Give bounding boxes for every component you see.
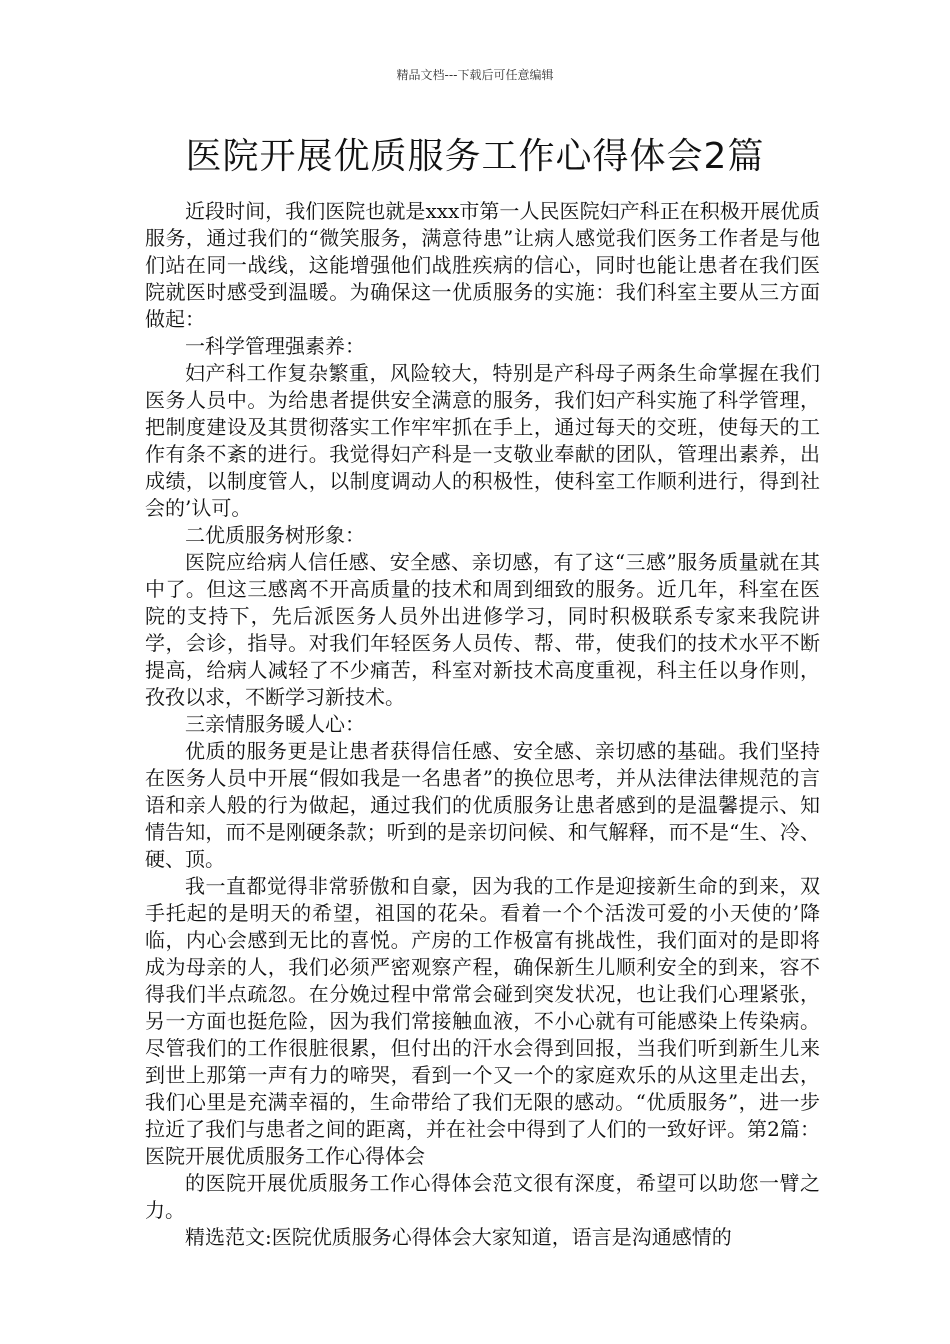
section-heading-3: 三亲情服务暖人心：: [185, 712, 365, 736]
paragraph-part2-intro: 的医院开展优质服务工作心得体会范文很有深度，希望可以助您一臂之力。: [145, 1171, 820, 1222]
paragraph-selected-sample: 精选范文:医院优质服务心得体会大家知道，语言是沟通感情的: [185, 1225, 732, 1249]
paragraph-reflection: 我一直都觉得非常骄傲和自豪，因为我的工作是迎接新生命的到来，双手托起的是明天的希望，祖国的花朵。看着一个个活泼可爱的小天使的’降临，内心会感到无比的喜悦。产房的工作极富有挑战性，我们面对的是即将成为母亲的人，我们必须严密观察产程，确保新生儿顺利安全的到来，容不得我们半点疏忽。在分娩过程中常常会碰到突发状况，也让我们心理紧张，另一方面也挺危险，因为我们常接触血液，不小心就有可能感染上传染病。尽管我们的工作很脏很累，但付出的汗水会得到回报，当我们听到新生儿来到世上那第一声有力的啼哭，看到一个又一个的家庭欢乐的从这里走出去，我们心里是充满幸福的，生命带给了我们无限的感动。“优质服务”，进一步拉近了我们与患者之间的距离，并在社会中得到了人们的一致好评。第2篇：医院开展优质服务工作心得体会: [145, 874, 820, 1168]
paragraph-section-2: 医院应给病人信任感、安全感、亲切感，有了这“三感”服务质量就在其中了。但这三感离不开高质量的技术和周到细致的服务。近几年，科室在医院的支持下，先后派医务人员外出进修学习，同时积极联系专家来我院讲学，会诊，指导。对我们年轻医务人员传、帮、带，使我们的技术水平不断提高，给病人减轻了不少痛苦，科室对新技术高度重视，科主任以身作则，孜孜以求，不断学习新技术。: [145, 550, 820, 709]
section-heading-2: 二优质服务树形象：: [185, 523, 365, 547]
paragraph-intro: 近段时间，我们医院也就是xxx市第一人民医院妇产科正在积极开展优质服务，通过我们的“微笑服务，满意待患”让病人感觉我们医务工作者是与他们站在同一战线，这能增强他们战胜疾病的信心，同时也能让患者在我们医院就医时感受到温暖。为确保这一优质服务的实施：我们科室主要从三方面做起：: [145, 199, 820, 331]
section-heading-1: 一科学管理强素养：: [185, 334, 365, 358]
document-body: [145, 198, 820, 1251]
paragraph-section-3: 优质的服务更是让患者获得信任感、安全感、亲切感的基础。我们坚持在医务人员中开展“假如我是一名患者”的换位思考，并从法律法律规范的言语和亲人般的行为做起，通过我们的优质服务让患者感到的是温馨提示、知情告知，而不是刚硬条款；听到的是亲切问候、和气解释，而不是“生、冷、硬、顶。: [145, 739, 820, 871]
document-title: 医院开展优质服务工作心得体会2篇: [185, 136, 765, 177]
paragraph-section-1: 妇产科工作复杂繁重，风险较大，特别是产科母子两条生命掌握在我们医务人员中。为给患者提供安全满意的服务，我们妇产科实施了科学管理，把制度建设及其贯彻落实工作牢牢抓在手上，通过每天的交班，使每天的工作有条不紊的进行。我觉得妇产科是一支敬业奉献的团队，管理出素养，出成绩，以制度管人，以制度调动人的积极性，使科室工作顺利进行，得到社会的’认可。: [145, 361, 820, 520]
page-header: 精品文档---下载后可任意编辑: [396, 68, 554, 82]
